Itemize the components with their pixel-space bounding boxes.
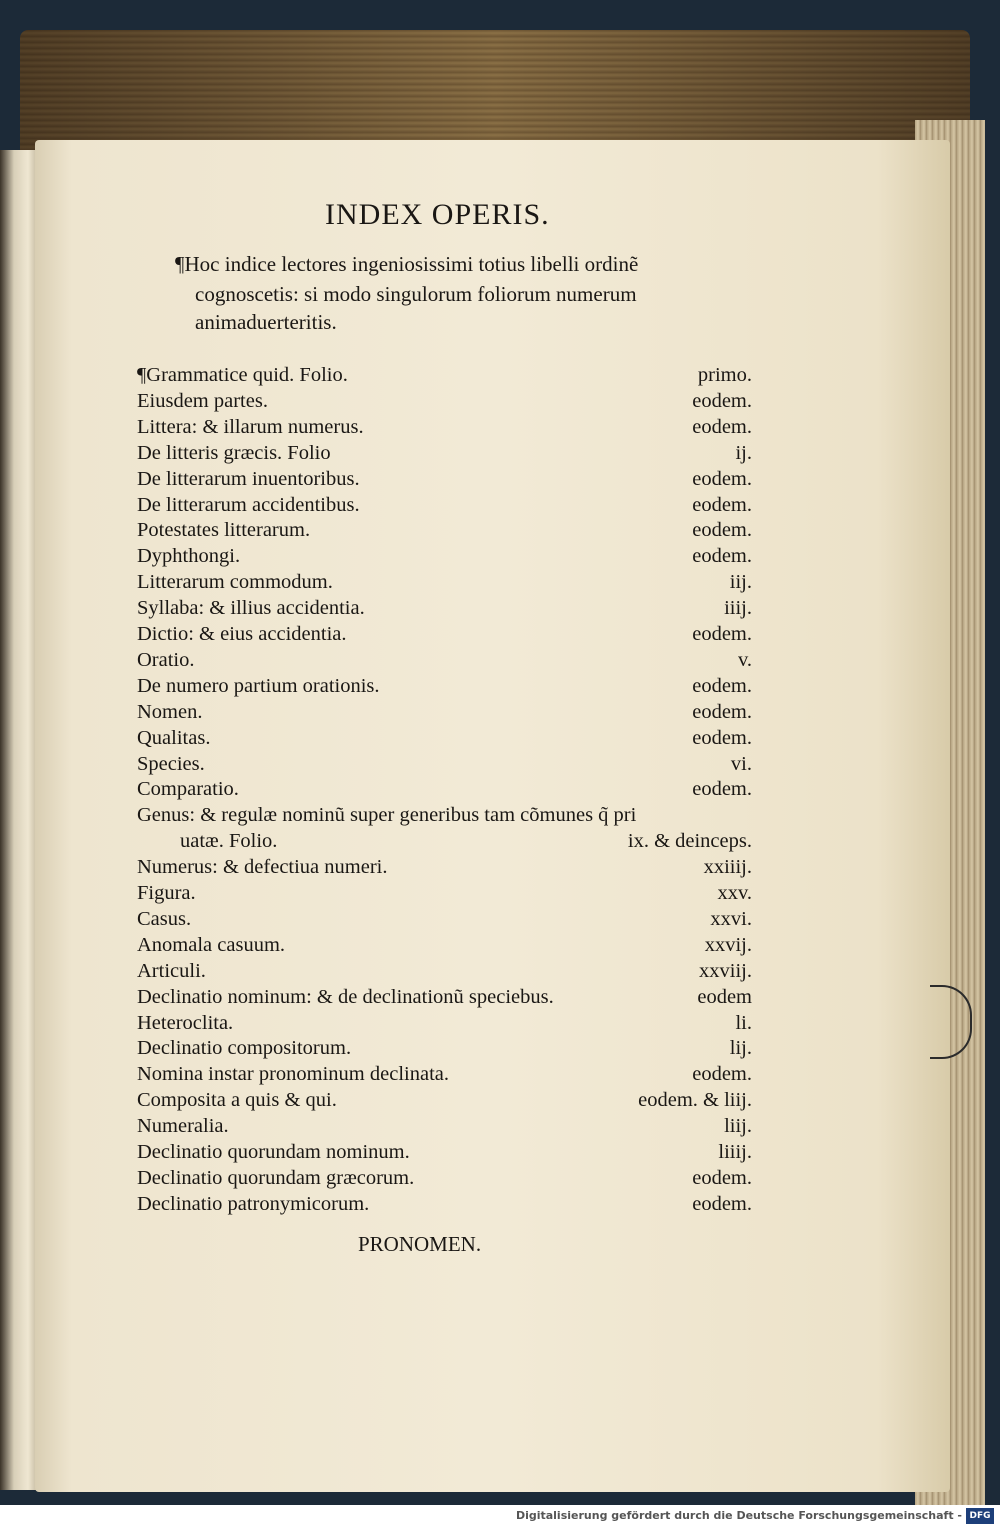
index-entry-text: Species. bbox=[137, 752, 205, 775]
index-entry-text: Genus: & regulæ nominũ super generibus tam cõmunes q̃ pri bbox=[137, 804, 637, 827]
index-entry-folio: eodem. bbox=[692, 415, 752, 438]
index-entry-folio: eodem. bbox=[692, 1063, 752, 1086]
index-entry-folio: v. bbox=[737, 648, 752, 671]
index-entry-text: Articuli. bbox=[137, 959, 206, 982]
index-entry-folio: eodem. bbox=[692, 700, 752, 723]
index-entry-text: Littera: & illarum numerus. bbox=[137, 415, 364, 438]
index-entry-folio: eodem. bbox=[692, 493, 752, 516]
index-entry-text: Potestates litterarum. bbox=[137, 519, 311, 542]
index-entry-folio: eodem. bbox=[692, 623, 752, 645]
index-entry-text: uatæ. Folio. bbox=[180, 830, 278, 853]
index-entry-text: Oratio. bbox=[137, 648, 195, 671]
index-entry-text: Declinatio quorundam nominum. bbox=[137, 1141, 410, 1163]
index-entry-text: Heteroclita. bbox=[137, 1011, 234, 1034]
index-entry-text: Dyphthongi. bbox=[137, 545, 241, 568]
dfg-logo: DFG bbox=[966, 1508, 994, 1524]
index-entry-folio: iij. bbox=[729, 571, 752, 594]
index-entry-text: Syllaba: & illius accidentia. bbox=[137, 597, 365, 620]
index-entry-folio: xxvij. bbox=[704, 933, 752, 956]
index-entry-text: ¶Grammatice quid. Folio. bbox=[137, 364, 348, 386]
index-entry-text: Figura. bbox=[137, 882, 196, 904]
index-entry-folio: eodem. bbox=[692, 778, 752, 801]
index-entry-folio: iiij. bbox=[724, 597, 752, 620]
index-entry-text: Eiusdem partes. bbox=[137, 389, 268, 412]
index-entry-text: De litteris græcis. Folio bbox=[137, 441, 331, 464]
index-entry-text: Comparatio. bbox=[137, 778, 239, 801]
index-entry-folio: xxvi. bbox=[710, 907, 752, 930]
index-entry-text: Casus. bbox=[137, 907, 192, 930]
index-entry-folio: li. bbox=[735, 1011, 752, 1034]
index-entry-text: De litterarum inuentoribus. bbox=[137, 467, 360, 490]
intro-line-2: cognoscetis: si modo singulorum foliorum numerum bbox=[195, 282, 637, 306]
index-entry-folio: lij. bbox=[729, 1037, 752, 1060]
index-entry-folio: eodem. bbox=[692, 1166, 752, 1189]
index-entry-text: Declinatio nominum: & de declinationũ speciebus. bbox=[137, 985, 554, 1008]
index-entry-text: Dictio: & eius accidentia. bbox=[137, 623, 347, 645]
index-entry-folio: eodem. bbox=[692, 519, 752, 542]
index-entry-text: Declinatio quorundam græcorum. bbox=[137, 1166, 415, 1189]
index-entry-text: Nomen. bbox=[137, 700, 203, 723]
index-entry-text: Composita a quis & qui. bbox=[137, 1089, 337, 1112]
index-entry-text: Numerus: & defectiua numeri. bbox=[137, 856, 388, 879]
index-entry-text: Litterarum commodum. bbox=[137, 571, 333, 594]
index-entry-text: De litterarum accidentibus. bbox=[137, 493, 360, 516]
index-entry-folio: eodem. & liij. bbox=[638, 1089, 752, 1112]
index-entry-text: Qualitas. bbox=[137, 726, 211, 749]
index-entry-folio: primo. bbox=[697, 364, 752, 386]
index-entry-folio: ix. & deinceps. bbox=[627, 830, 752, 853]
index-entry-folio: eodem. bbox=[692, 726, 752, 749]
index-entry-folio: liiij. bbox=[718, 1141, 752, 1163]
intro-line-1: ¶Hoc indice lectores ingeniosissimi totius libelli ordinẽ bbox=[175, 252, 639, 276]
index-entry-folio: eodem. bbox=[692, 389, 752, 412]
index-entry-folio: eodem. bbox=[692, 467, 752, 490]
index-entry-text: Declinatio compositorum. bbox=[137, 1037, 352, 1060]
index-entry-folio: vi. bbox=[730, 752, 752, 775]
index-entry-text: De numero partium orationis. bbox=[137, 674, 380, 697]
index-entry-folio: xxv. bbox=[717, 882, 752, 904]
index-entry-text: Numeralia. bbox=[137, 1115, 229, 1138]
index-entry-text: Anomala casuum. bbox=[137, 933, 286, 956]
index-entry-folio: liij. bbox=[724, 1115, 752, 1138]
digitization-credit: Digitalisierung gefördert durch die Deutsche Forschungsgemeinschaft - bbox=[515, 1509, 962, 1522]
index-entry-text: Nomina instar pronominum declinata. bbox=[137, 1063, 449, 1086]
index-entry-folio: eodem. bbox=[692, 1192, 752, 1215]
page-heading: INDEX OPERIS. bbox=[325, 198, 550, 231]
facing-page-edge bbox=[0, 150, 40, 1490]
index-entry-folio: eodem. bbox=[692, 545, 752, 568]
index-entry-folio: ij. bbox=[735, 441, 752, 464]
index-entry-text: Declinatio patronymicorum. bbox=[137, 1192, 370, 1215]
index-entry-folio: eodem bbox=[697, 985, 752, 1008]
index-entry-folio: xxiiij. bbox=[703, 856, 752, 879]
next-section-title: PRONOMEN. bbox=[358, 1232, 482, 1256]
index-entry-folio: xxviij. bbox=[699, 959, 752, 982]
index-entry-folio: eodem. bbox=[692, 674, 752, 697]
intro-line-3: animaduerteritis. bbox=[195, 310, 337, 334]
